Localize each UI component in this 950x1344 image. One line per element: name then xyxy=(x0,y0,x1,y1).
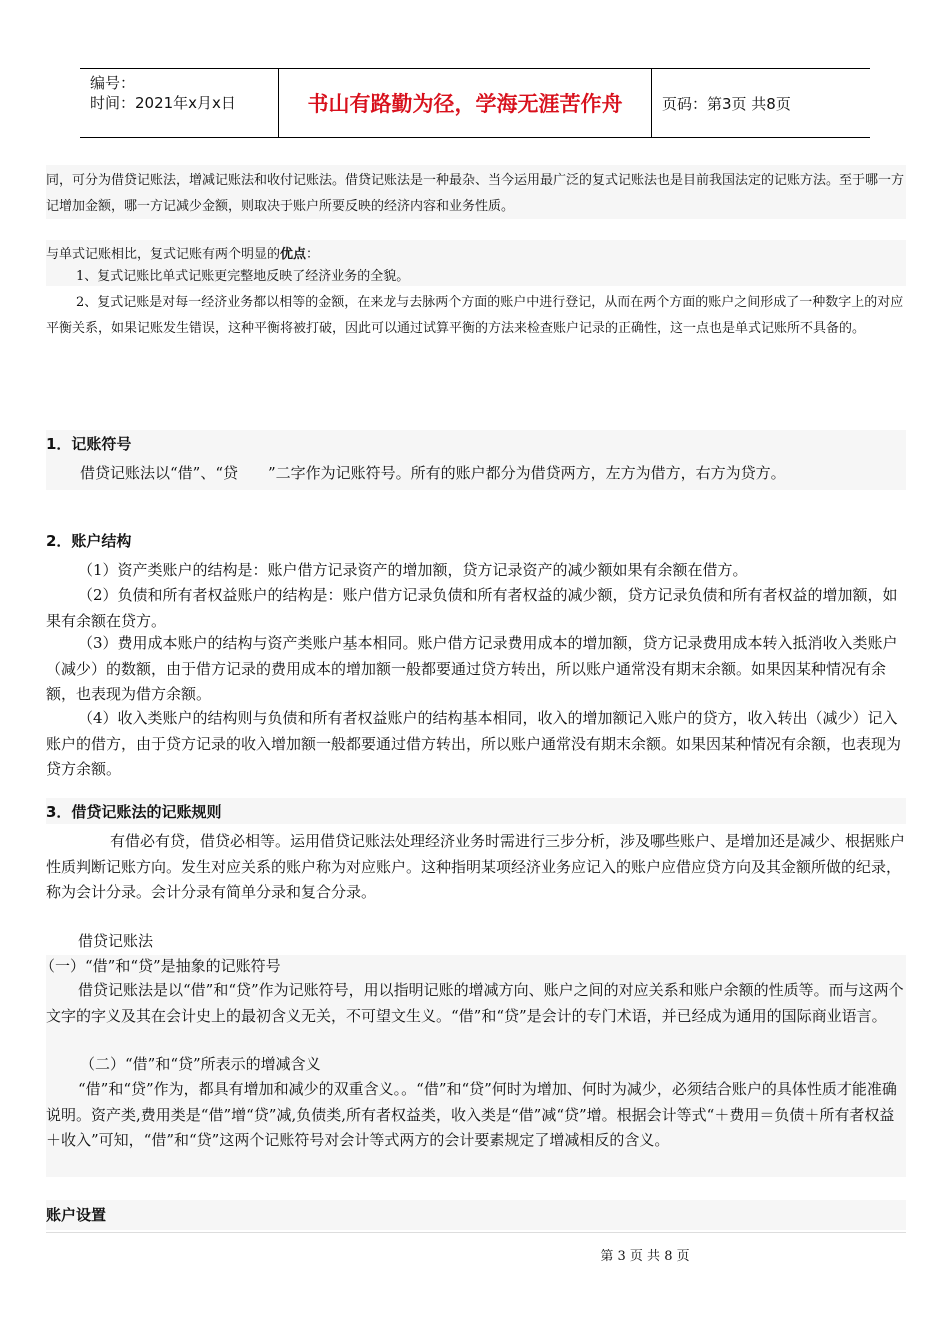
method-paragraph-2: “借”和“贷”作为，都具有增加和减少的双重含义。。“借”和“贷”何时为增加、何时为减少，必须结合账户的具体性质才能准确说明。资产类,费用类是“借”增“贷”减,负债类,所有者权益类，收入类是“借”减“贷”增。根据会计等式“＋费用＝负债＋所有者权益＋收入”可知，“借”和“贷”这两个记账符号对会计等式两方的会计要素规定了增减相反的含义。 xyxy=(46,1080,897,1149)
divider xyxy=(46,1232,906,1233)
method-title: 借贷记账法 xyxy=(78,932,154,950)
intro-paragraph-2: 与单式记账相比，复式记账有两个明显的优点： xyxy=(46,247,320,262)
header-meta xyxy=(80,69,278,137)
section-2-item-2: （2）负债和所有者权益账户的结构是：账户借方记录负债和所有者权益的减少额，贷方记录负债和所有者权益的增加额，如果有余额在贷方。 xyxy=(46,586,898,630)
advantage-keyword: 优点 xyxy=(280,247,307,262)
page-header xyxy=(80,68,870,138)
section-1-text: 借贷记账法以“借”、“贷 ”二字作为记账符号。所有的账户都分为借贷两方，左方为借方，右方为贷方。 xyxy=(80,464,786,482)
header-motto: 书山有路勤为径，学海无涯苦作舟 xyxy=(278,69,652,137)
number-label: 编号： xyxy=(90,74,136,92)
section-2-title: 2．账户结构 xyxy=(46,532,132,550)
section-1-title: 1．记账符号 xyxy=(46,435,132,453)
section-2-item-3: （3）费用成本账户的结构与资产类账户基本相同。账户借方记录费用成本的增加额，贷方记录费用成本转入抵消收入类账户（减少）的数额，由于借方记录的费用成本的增加额一般都要通过贷方转出，所以账户通常没有期末余额。如果因某种情况有余额，也表现为借方余额。 xyxy=(46,634,898,703)
section-2-item-1: （1）资产类账户的结构是：账户借方记录资产的增加额，贷方记录资产的减少额如果有余额在借方。 xyxy=(78,561,748,579)
section-3-title: 3．借贷记账法的记账规则 xyxy=(46,803,222,821)
intro-paragraph-3: 1、复式记账比单式记账更完整地反映了经济业务的全貌。 xyxy=(76,269,410,284)
page-footer xyxy=(0,1245,950,1264)
method-subtitle-2: （二）“借”和“贷”所表示的增减含义 xyxy=(80,1055,321,1073)
header-page-info: 页码：第3页 共8页 xyxy=(662,94,791,113)
footer-page-number: 第 3 页 共 8 页 xyxy=(600,1249,690,1264)
method-paragraph-1: 借贷记账法是以“借”和“贷”作为记账符号，用以指明记账的增减方向、账户之间的对应关系和账户余额的性质等。而与这两个文字的字义及其在会计史上的最初含义无关，不可望文生义。“借”和“贷”是会计的专门术语，并已经成为通用的国际商业语言。 xyxy=(46,981,904,1025)
account-setup-title: 账户设置 xyxy=(46,1206,107,1224)
section-3-text: 有借必有贷，借贷必相等。运用借贷记账法处理经济业务时需进行三步分析，涉及哪些账户、是增加还是减少、根据账户性质判断记账方向。发生对应关系的账户称为对应账户。这种指明某项经济业务应记入的账户应借应贷方向及其金额所做的纪录，称为会计分录。会计分录有简单分录和复合分录。 xyxy=(46,832,906,901)
intro-paragraph-4: 2、复式记账是对每一经济业务都以相等的金额，在来龙与去脉两个方面的账户中进行登记，从而在两个方面的账户之间形成了一种数字上的对应平衡关系，如果记账发生错误，这种平衡将被打破，因此可以通过试算平衡的方法来检查账户记录的正确性，这一点也是单式记账所不具备的。 xyxy=(46,295,904,336)
intro-paragraph-1: 同，可分为借贷记账法，增减记账法和收付记账法。借贷记账法是一种最杂、当今运用最广泛的复式记账法也是目前我国法定的记账方法。至于哪一方记增加金额，哪一方记减少金额，则取决于账户所要反映的经济内容和业务性质。 xyxy=(46,173,905,214)
section-2-item-4: （4）收入类账户的结构则与负债和所有者权益账户的结构基本相同，收入的增加额记入账户的贷方，收入转出（减少）记入账户的借方，由于贷方记录的收入增加额一般都要通过借方转出，所以账户通常没有期末余额。如果因某种情况有余额，也表现为贷方余额。 xyxy=(46,709,902,778)
method-subtitle-1: （一）“借”和“贷”是抽象的记账符号 xyxy=(40,957,281,975)
time-label: 时间：2021年x月x日 xyxy=(90,94,236,112)
